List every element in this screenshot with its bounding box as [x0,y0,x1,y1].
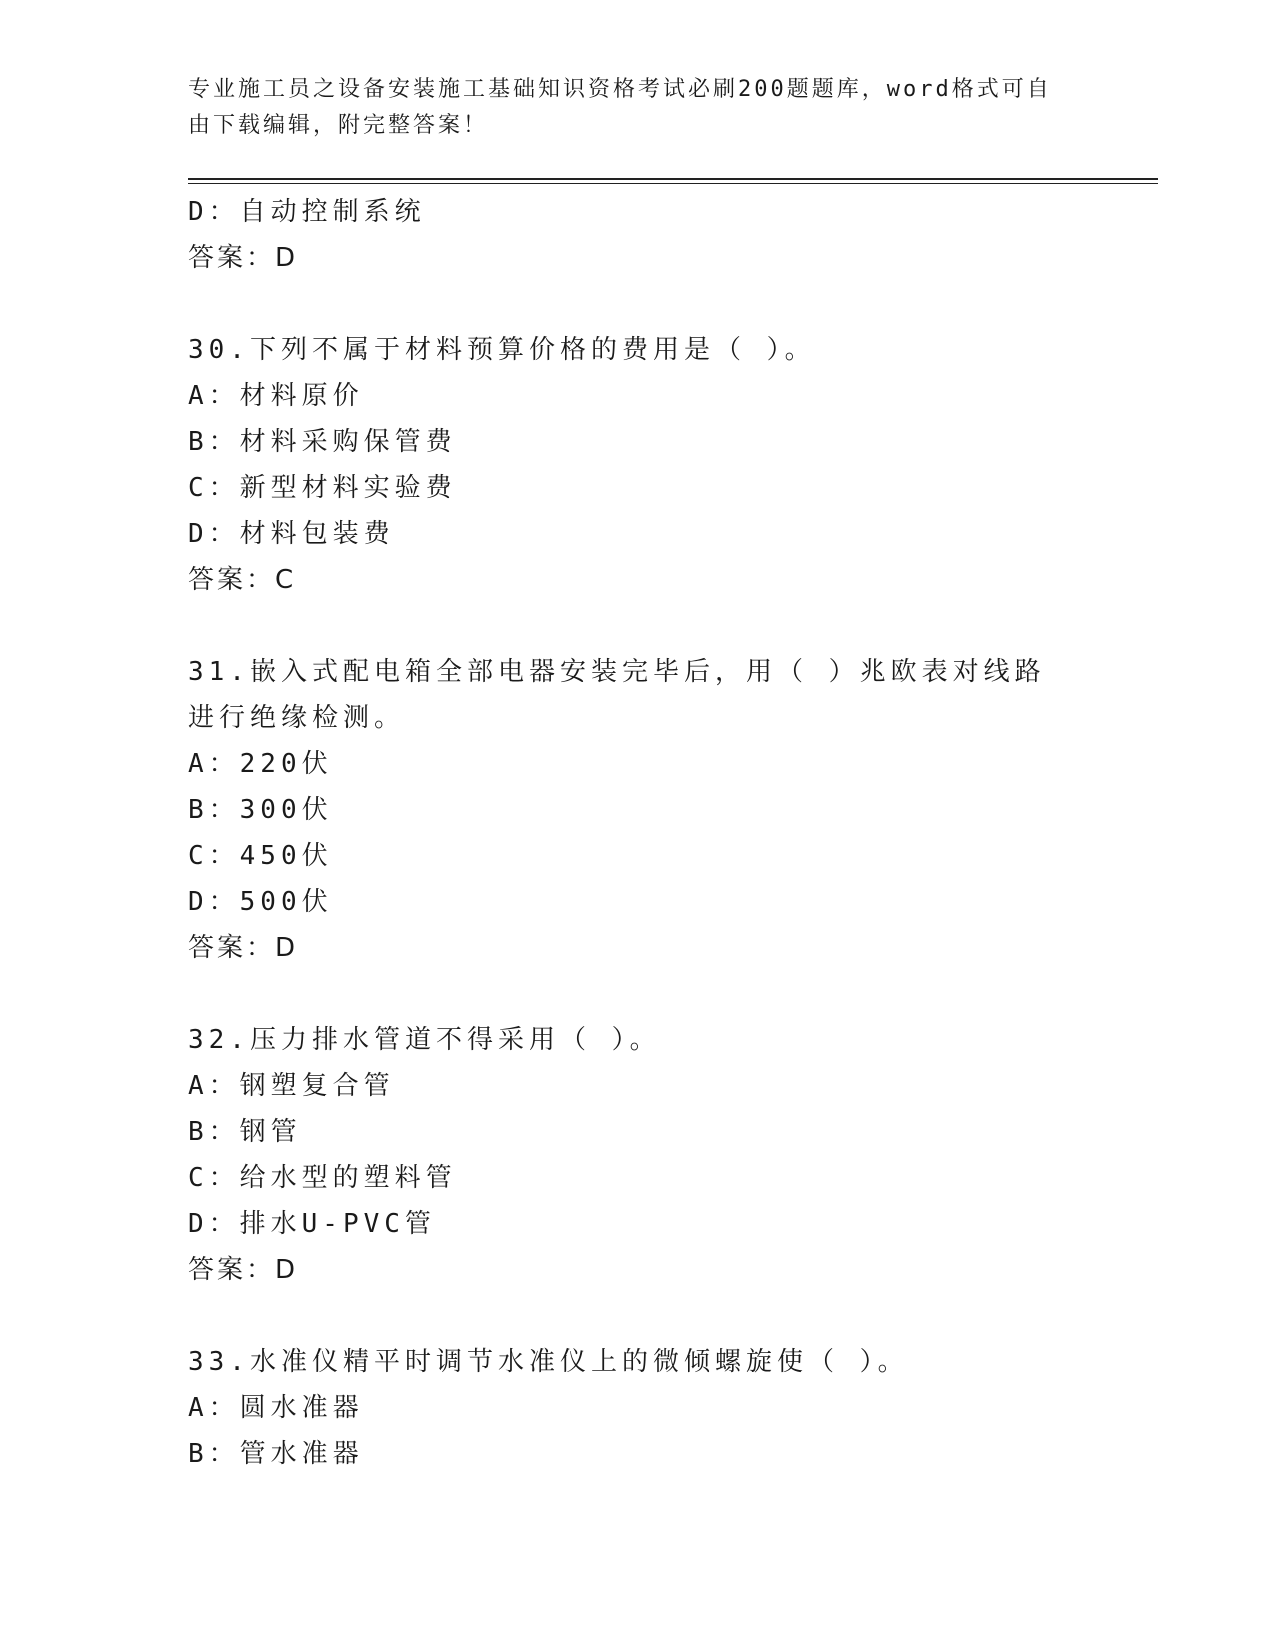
option-a: A：材料原价 [188,381,364,411]
option-c: C：450伏 [188,841,333,871]
option-d: D：材料包装费 [188,519,395,549]
answer: 答案：D [188,1255,299,1285]
option-a: A：220伏 [188,749,333,779]
option-c: C：新型材料实验费 [188,473,457,503]
option-d: D：500伏 [188,887,333,917]
question-30 [188,327,1068,603]
header-divider-thick [188,178,1158,180]
option-b: B：钢管 [188,1117,302,1147]
answer: 答案：D [188,243,299,273]
document-header [188,72,1068,144]
header-divider-thin [188,183,1158,184]
question-stem: 32.压力排水管道不得采用（ ）。 [188,1025,661,1055]
option-b: B：材料采购保管费 [188,427,457,457]
document-body [188,189,1068,1477]
option-a: A：圆水准器 [188,1393,364,1423]
question-29-tail [188,189,1068,281]
question-stem: 30.下列不属于材料预算价格的费用是（ ）。 [188,335,816,365]
option-d: D：排水U-PVC管 [188,1209,436,1239]
option-a: A：钢塑复合管 [188,1071,395,1101]
option-b: B：管水准器 [188,1439,364,1469]
question-33 [188,1339,1068,1477]
question-31 [188,649,1068,971]
answer: 答案：C [188,565,297,595]
option-d: D：自动控制系统 [188,197,426,227]
question-32 [188,1017,1068,1293]
answer: 答案：D [188,933,299,963]
header-title: 专业施工员之设备安装施工基础知识资格考试必刷200题题库，word格式可自由下载编辑，附完整答案！ [188,77,1052,138]
question-stem: 33.水准仪精平时调节水准仪上的微倾螺旋使（ ）。 [188,1347,909,1377]
question-stem: 31.嵌入式配电箱全部电器安装完毕后，用（ ）兆欧表对线路进行绝缘检测。 [188,657,1046,733]
option-b: B：300伏 [188,795,333,825]
option-c: C：给水型的塑料管 [188,1163,457,1193]
